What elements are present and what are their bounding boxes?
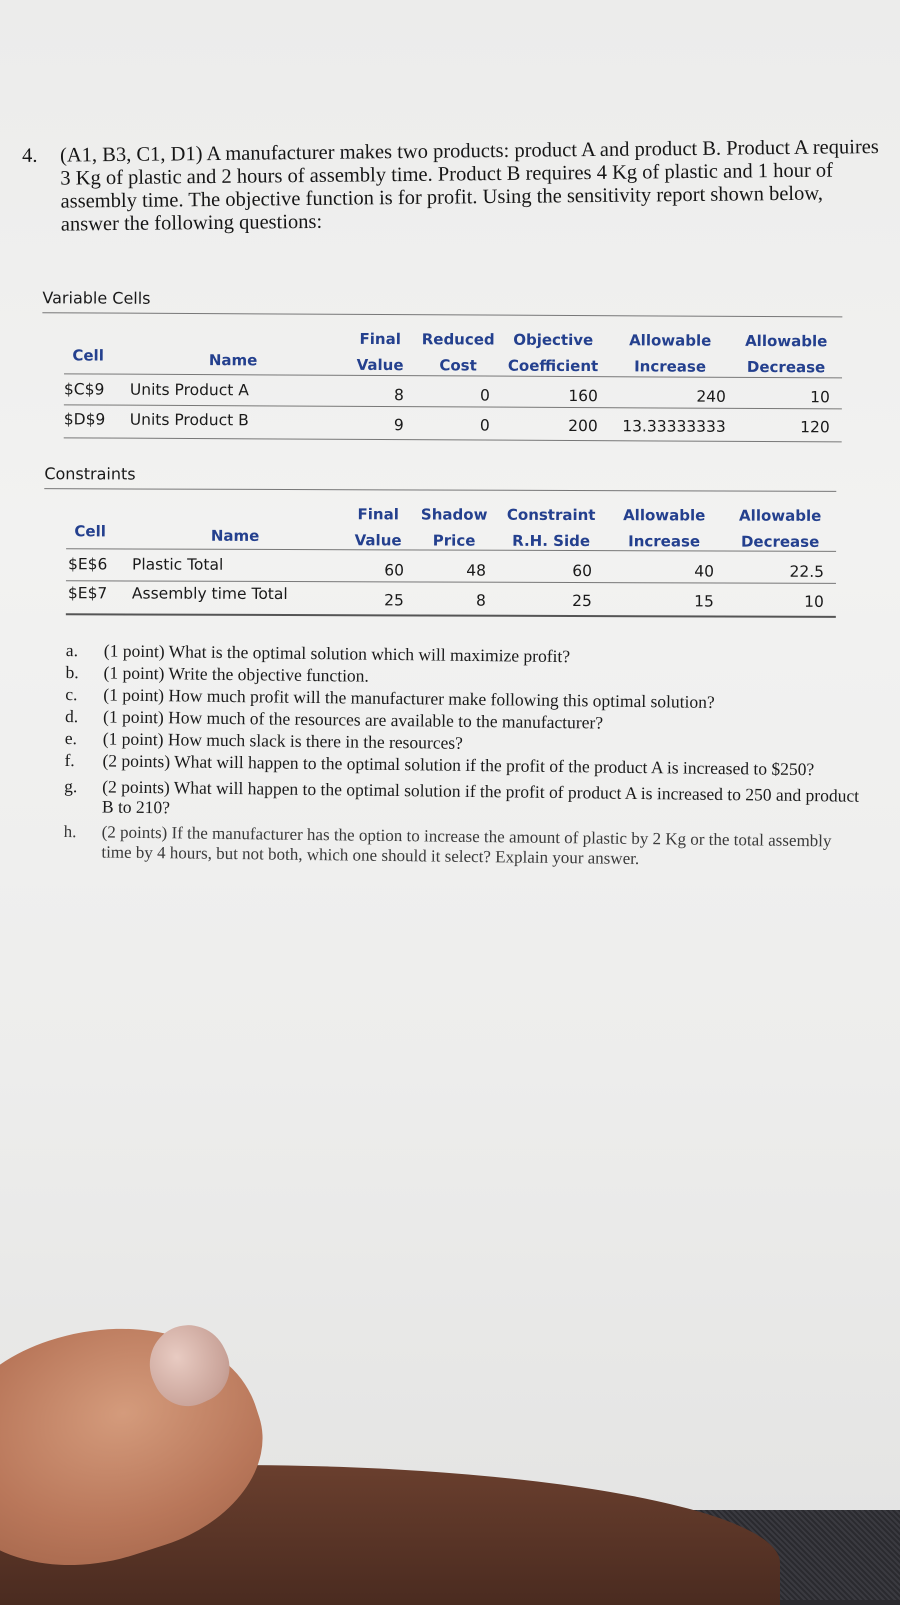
- subquestion-g: [64, 776, 864, 826]
- header-line: Price: [432, 531, 476, 550]
- header-line: Shadow: [420, 505, 488, 524]
- header-line: R.H. Side: [512, 531, 591, 551]
- header-allowable-increase: [614, 506, 714, 550]
- row-cell-ref: $D$9: [63, 410, 106, 429]
- row-reduced-cost: 0: [479, 416, 490, 435]
- header-line: Allowable: [623, 506, 706, 525]
- row-allowable-decrease: 10: [804, 592, 824, 611]
- header-line: Final: [359, 329, 401, 349]
- table-rule: [66, 548, 836, 552]
- subquestion-text: (1 point) Write the objective function.: [103, 662, 370, 686]
- row-shadow-price: 48: [466, 561, 487, 580]
- header-line: Coefficient: [507, 356, 599, 376]
- table-rule: [66, 613, 836, 618]
- row-allowable-decrease: 120: [800, 418, 830, 437]
- header-line: Reduced: [421, 330, 495, 349]
- row-allowable-increase: 240: [696, 387, 726, 406]
- subquestion-h: [63, 822, 863, 872]
- question-text: (A1, B3, C1, D1) A manufacturer makes two products: product A and product B. Product A requires 3 Kg of plastic and 2 hours of assembly time. Product B requires 4 Kg of plastic and 1 hour of assembly time. The objective function is for profit. Using the sensitivity report shown below, answer the following questions:: [59, 136, 879, 236]
- subquestion-label: a.: [65, 640, 79, 661]
- variable-cells-title: Variable Cells: [42, 288, 151, 308]
- row-allowable-decrease: 22.5: [789, 562, 825, 581]
- header-constraint-rhs: [503, 506, 599, 550]
- subquestion-text: (1 point) How much slack is there in the resources?: [102, 728, 464, 753]
- subquestion-label: h.: [63, 821, 77, 842]
- header-line: Allowable: [629, 331, 712, 350]
- row-constraint-rhs: 60: [572, 562, 593, 581]
- header-line: Value: [356, 355, 404, 375]
- row-name: Assembly time Total: [131, 584, 288, 604]
- row-cell-ref: $E$6: [67, 555, 108, 574]
- header-name: Name: [210, 526, 260, 545]
- subquestion-label: d.: [64, 705, 79, 727]
- header-shadow-price: [416, 505, 492, 549]
- row-shadow-price: 8: [475, 591, 486, 610]
- header-line: Decrease: [746, 357, 826, 377]
- row-objective-coefficient: 200: [568, 416, 598, 436]
- row-name: Plastic Total: [131, 555, 224, 574]
- header-line: Allowable: [745, 331, 828, 351]
- header-line: Final: [357, 505, 399, 524]
- header-line: Decrease: [740, 532, 820, 551]
- subquestion-list: [63, 640, 866, 874]
- header-line: Increase: [634, 357, 707, 376]
- row-final-value: 25: [384, 591, 404, 610]
- constraints-table: [0, 0, 900, 643]
- row-final-value: 9: [393, 416, 404, 435]
- subquestion-text: (1 point) How much profit will the manufacturer make following this optimal solution?: [103, 684, 715, 712]
- table-rule: [66, 580, 836, 584]
- row-cell-ref: $C$9: [63, 380, 105, 399]
- row-constraint-rhs: 25: [572, 592, 592, 611]
- header-line: Value: [354, 531, 402, 550]
- header-cell: Cell: [72, 346, 104, 365]
- row-final-value: 8: [394, 386, 404, 405]
- header-line: Increase: [628, 532, 701, 551]
- subquestion-label: e.: [64, 727, 78, 749]
- subquestion-text: (1 point) How much of the resources are available to the manufacturer?: [102, 706, 604, 733]
- header-line: Constraint: [506, 505, 596, 525]
- subquestion-text: (2 points) If the manufacturer has the option to increase the amount of plastic by 2 Kg or the total assembly time by 4 hours, but not both, which one should it select? Explain your answer.: [101, 822, 832, 869]
- header-name: Name: [208, 351, 258, 370]
- row-objective-coefficient: 160: [568, 386, 598, 406]
- subquestion-label: g.: [64, 775, 78, 797]
- row-final-value: 60: [384, 561, 405, 580]
- row-cell-ref: $E$7: [67, 584, 108, 603]
- row-name: Units Product A: [129, 380, 249, 400]
- subquestion-text: (2 points) What will happen to the optimal solution if the profit of product A is increased to 250 and product B to 210?: [101, 776, 860, 818]
- row-reduced-cost: 0: [480, 386, 490, 405]
- question-number: 4.: [22, 144, 38, 167]
- header-final: [348, 505, 408, 549]
- row-allowable-decrease: 10: [810, 388, 830, 407]
- header-cell: Cell: [74, 522, 106, 541]
- subquestion-text: (1 point) What is the optimal solution which will maximize profit?: [103, 640, 571, 667]
- subquestion-label: b.: [65, 661, 79, 683]
- row-allowable-increase: 15: [694, 592, 714, 611]
- subquestion-label: f.: [64, 749, 75, 771]
- header-allowable-decrease: [730, 507, 830, 551]
- header-line: Allowable: [739, 506, 822, 525]
- row-name: Units Product B: [129, 410, 249, 430]
- table-rule: [44, 488, 836, 492]
- row-allowable-increase: 13.33333333: [622, 417, 726, 436]
- constraints-title: Constraints: [44, 464, 136, 484]
- header-line: Objective: [513, 330, 594, 350]
- subquestion-label: c.: [65, 683, 78, 705]
- row-allowable-increase: 40: [694, 562, 715, 581]
- subquestion-text: (2 points) What will happen to the optimal solution if the profit of the product A is increased to $250?: [102, 750, 815, 780]
- header-line: Cost: [439, 356, 477, 375]
